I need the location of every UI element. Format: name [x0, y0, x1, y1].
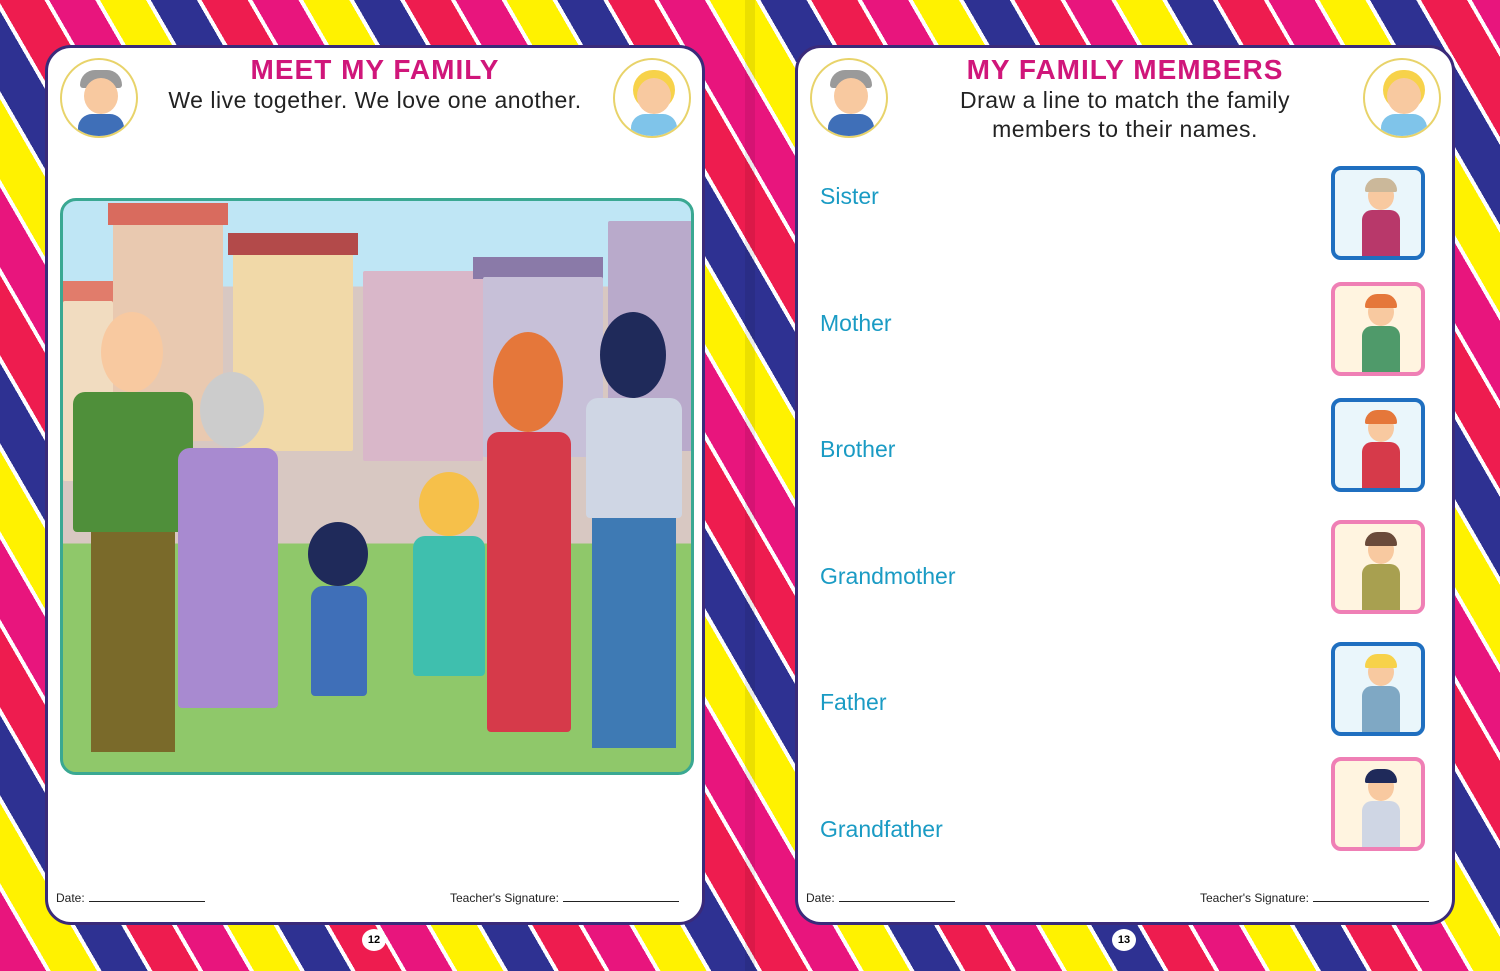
grandmother-figure	[178, 372, 288, 772]
date-field[interactable]	[806, 891, 955, 905]
picture-mother[interactable]	[1331, 398, 1425, 492]
date-label: Date:	[806, 891, 835, 905]
picture-boy[interactable]	[1331, 282, 1425, 376]
name-grandfather[interactable]: Grandfather	[820, 816, 943, 842]
name-father[interactable]: Father	[820, 689, 887, 715]
right-page	[795, 45, 1455, 925]
grandfather-figure	[73, 312, 193, 772]
name-grandmother[interactable]: Grandmother	[820, 563, 956, 589]
name-mother[interactable]: Mother	[820, 310, 892, 336]
picture-grandmother[interactable]	[1331, 166, 1425, 260]
page-title: MY FAMILY MEMBERS	[966, 54, 1284, 85]
mother-figure	[473, 332, 583, 772]
father-figure	[578, 312, 688, 772]
picture-grandfather[interactable]	[1331, 520, 1425, 614]
page-subtitle-line1: Draw a line to match the family	[960, 87, 1290, 113]
book-spine	[745, 0, 755, 971]
signature-label: Teacher's Signature:	[450, 891, 560, 905]
page-number: 13	[1112, 929, 1136, 951]
page-subtitle: We live together. We love one another.	[168, 87, 582, 113]
signature-label: Teacher's Signature:	[1200, 891, 1310, 905]
picture-girl[interactable]	[1331, 642, 1425, 736]
name-sister[interactable]: Sister	[820, 183, 879, 209]
family-illustration	[60, 198, 694, 775]
sister-figure	[293, 522, 383, 772]
signature-field[interactable]	[1200, 891, 1429, 905]
date-label: Date:	[56, 891, 85, 905]
page-number: 12	[362, 929, 386, 951]
date-field[interactable]	[56, 891, 205, 905]
page-subtitle-line2: members to their names.	[992, 116, 1258, 142]
page-title: MEET MY FAMILY	[250, 54, 500, 85]
picture-father[interactable]	[1331, 757, 1425, 851]
signature-field[interactable]	[450, 891, 679, 905]
name-brother[interactable]: Brother	[820, 436, 896, 462]
left-page	[45, 45, 705, 925]
